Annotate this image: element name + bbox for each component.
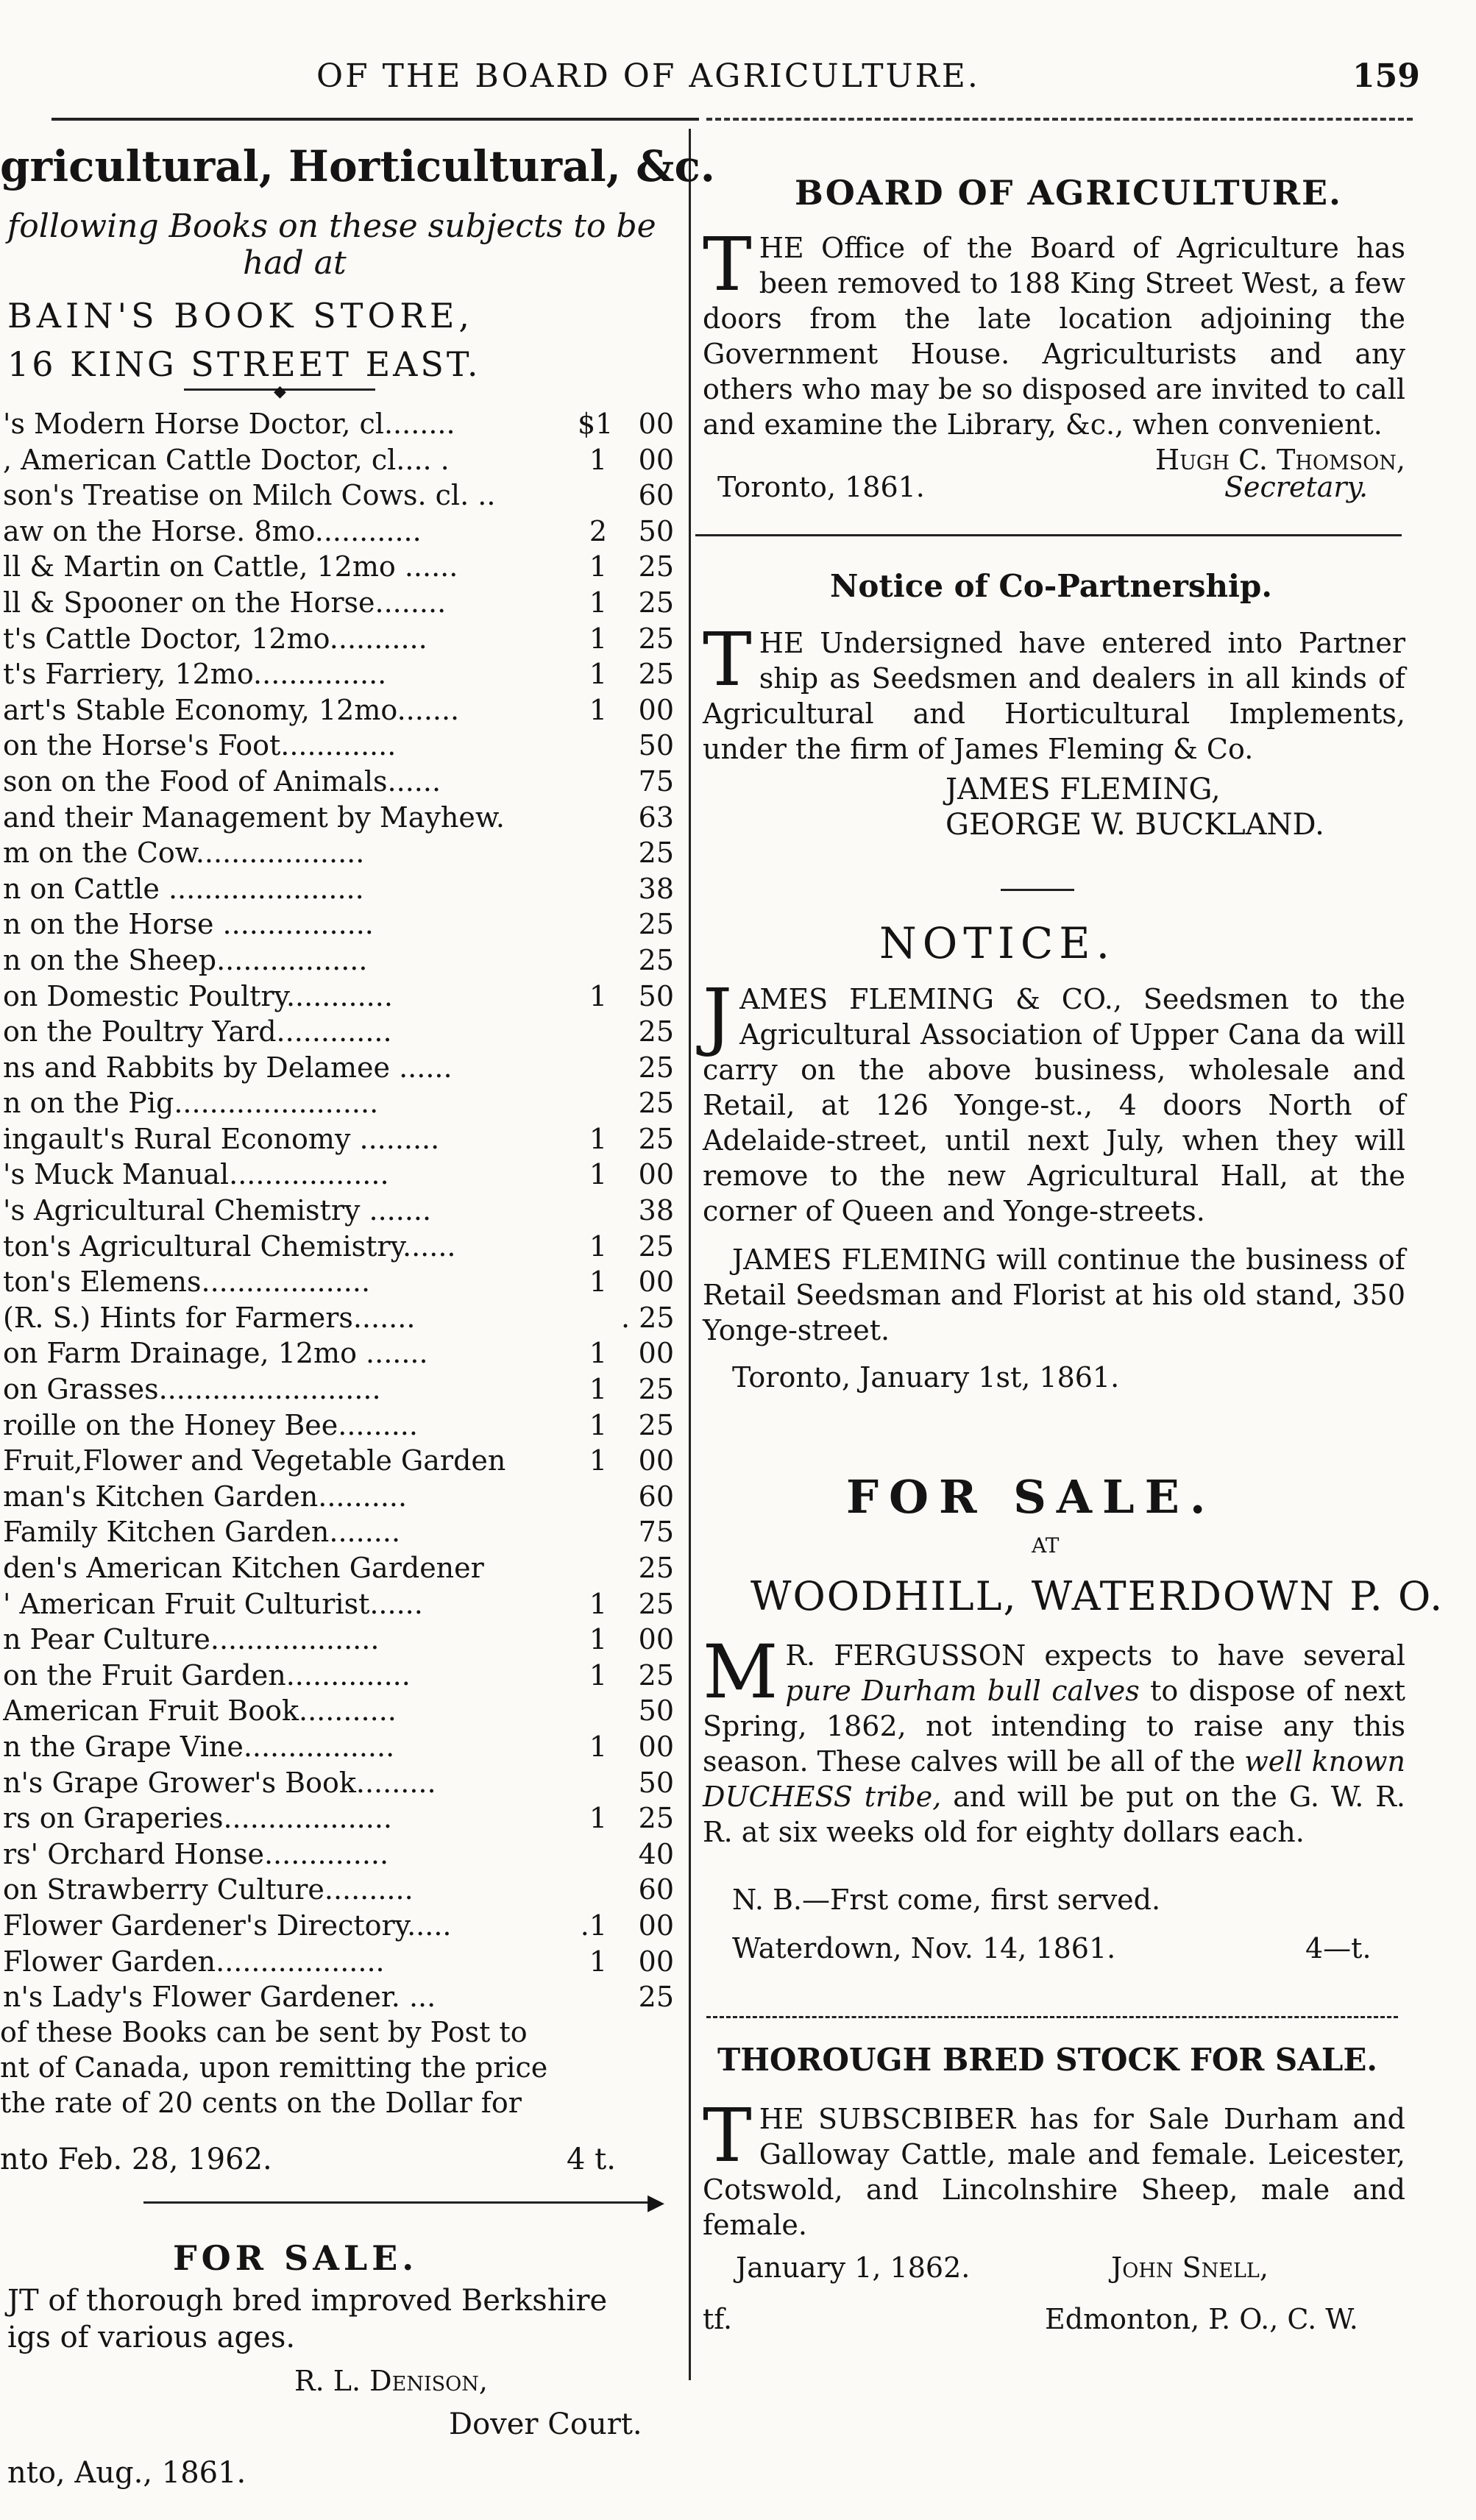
book-row [0,1586,684,1622]
book-price-dollars: 1 [589,658,607,691]
book-row [0,1479,684,1515]
berkshire-sale-signature: R. L. Denison, [294,2365,488,2397]
book-row [0,442,684,478]
book-title: ll & Spooner on the Horse........ [3,586,447,619]
book-row [0,1443,684,1479]
book-price-cents: 60 [638,1480,674,1513]
book-title: m on the Cow................... [3,837,365,870]
book-price-dollars: 1 [589,1587,607,1620]
partner-name-1: JAMES FLEMING, [945,773,1221,806]
book-price-dollars: 1 [589,1802,607,1835]
book-price-cents: 25 [638,586,674,619]
book-row [0,1622,684,1658]
book-price-cents: 00 [638,1266,674,1299]
thoroughbred-tf: tf. [703,2303,733,2335]
board-role: Secretary. [1224,471,1369,503]
book-row [0,800,684,836]
book-price-cents: 25 [638,1552,674,1584]
divider-arrowhead: ▶ [647,2190,665,2215]
running-head [0,57,1476,109]
book-title: ingault's Rural Economy ......... [3,1122,440,1155]
book-title: n on the Pig....................... [3,1087,379,1120]
board-dropcap: T [703,221,752,308]
notice-date: Toronto, January 1st, 1861. [732,1361,1120,1394]
woodhill-dropcap: M [703,1629,778,1715]
woodhill-sale-term: 4—t. [1305,1932,1372,1964]
book-title: n on Cattle ...................... [3,872,364,905]
book-title: art's Stable Economy, 12mo....... [3,693,460,726]
book-price-cents: 25 [638,908,674,941]
book-price-dollars: 1 [589,1337,607,1370]
book-row [0,1514,684,1550]
book-price-cents: 25 [638,1373,674,1406]
notice-dropcap: J [703,973,733,1059]
book-price-dollars: 1 [589,1945,607,1978]
book-row [0,1335,684,1371]
book-price-cents: . 25 [621,1301,675,1334]
book-price-dollars: 1 [589,1658,607,1692]
book-ad-term: 4 t. [567,2143,616,2176]
book-price-cents: 40 [638,1837,674,1870]
book-row [0,1157,684,1193]
copartnership-rule [1001,889,1074,891]
board-notice-text [703,221,1405,478]
book-price-dollars: 1 [589,979,607,1012]
book-price-cents: 25 [638,1087,674,1120]
thoroughbred-date: January 1, 1862. [736,2251,971,2284]
book-price-cents: 25 [638,1981,674,2014]
woodhill-sale-date: Waterdown, Nov. 14, 1861. [732,1932,1116,1964]
book-row [0,585,684,621]
book-title: son's Treatise on Milch Cows. cl. .. [3,479,496,512]
book-title: (R. S.) Hints for Farmers....... [3,1301,416,1334]
woodhill-body-italic: pure Durham bull calves [785,1675,1140,1707]
book-title: on Farm Drainage, 12mo ....... [3,1337,428,1370]
thoroughbred-place: Edmonton, P. O., C. W. [1045,2303,1358,2335]
board-signature: Hugh C. Thomson, [1155,444,1405,476]
book-row [0,656,684,692]
thoroughbred-signature: John Snell, [1111,2251,1269,2284]
book-row [0,1014,684,1050]
book-row [0,1693,684,1729]
book-title: on the Poultry Yard............. [3,1015,392,1048]
book-price-dollars: 1 [589,693,607,726]
book-ad-subtitle-1: following Books on these subjects to be [7,207,656,245]
book-ad-date: nto Feb. 28, 1962. [0,2143,272,2176]
book-title: on Domestic Poultry............ [3,979,393,1012]
book-title: den's American Kitchen Gardener [3,1552,484,1584]
book-title: on the Horse's Foot............. [3,729,397,762]
book-price-cents: 25 [638,1408,674,1441]
book-row [0,1836,684,1873]
book-price-dollars: 1 [589,1623,607,1656]
book-row [0,764,684,800]
book-row [0,1371,684,1408]
book-title: t's Farriery, 12mo............... [3,658,387,691]
book-price-cents: 25 [638,1587,674,1620]
book-price-list [0,406,684,2015]
book-row [0,943,684,979]
copartnership-body: HE Undersigned have entered into Partner ship as Seedsmen and dealers in all kinds of Agricultural and Horticultural Implements, under the firm of James Fleming & Co. [703,627,1405,765]
book-price-dollars: 1 [589,1373,607,1406]
book-row [0,549,684,585]
copartnership-dropcap: T [703,617,752,703]
book-row [0,835,684,871]
book-price-cents: 63 [638,801,674,834]
woodhill-sale-nb: N. B.—Frst come, first served. [732,1884,1161,1916]
book-price-cents: 75 [638,1516,674,1549]
page-number: 159 [1352,57,1420,95]
book-store-address: 16 KING STREET EAST. [7,344,481,384]
book-row [0,514,684,550]
book-row [0,979,684,1015]
thoroughbred-body: HE SUBSCBIBER has for Sale Durham and Galloway Cattle, male and female. Leicester, Cotswold, and Lincolnshire Sheep, male and female. [703,2103,1405,2241]
notice-text-2: JAMES FLEMING will continue the business of Retail Seedsman and Florist at his old stand, 350 Yonge-street. [703,1243,1405,1346]
book-price-cents: 00 [638,1730,674,1763]
book-title: Flower Gardener's Directory..... [3,1909,452,1942]
header-rule-left [52,118,699,121]
book-row [0,692,684,728]
woodhill-sale-rule [706,2016,1398,2018]
book-title: on Grasses......................... [3,1373,381,1406]
book-title: n's Grape Grower's Book......... [3,1766,436,1799]
berkshire-sale-place: Dover Court. [449,2407,642,2441]
book-price-cents: 50 [638,979,674,1012]
book-row [0,1193,684,1229]
partner-name-2: GEORGE W. BUCKLAND. [945,808,1324,842]
book-price-dollars: 1 [589,1730,607,1763]
book-row [0,728,684,764]
berkshire-sale-title: FOR SALE. [173,2238,419,2278]
book-price-dollars: 1 [589,1444,607,1477]
book-price-dollars: 1 [589,1408,607,1441]
book-row [0,1800,684,1836]
book-price-dollars: 1 [589,622,607,655]
book-price-cents: 25 [638,1802,674,1835]
book-title: ns and Rabbits by Delamee ...... [3,1051,453,1084]
book-row [0,1550,684,1586]
book-price-dollars: 1 [589,586,607,619]
book-price-cents: 00 [638,1444,674,1477]
book-price-cents: 00 [638,1909,674,1942]
book-row [0,1264,684,1300]
book-title: man's Kitchen Garden.......... [3,1480,408,1513]
book-row [0,621,684,657]
book-price-cents: 38 [638,1194,674,1227]
book-price-dollars: 2 [589,514,607,547]
book-ad-subtitle-2: had at [243,244,347,282]
book-title: Flower Garden................... [3,1945,385,1978]
woodhill-sale-at: AT [1032,1533,1060,1558]
book-store-name: BAIN'S BOOK STORE, [7,296,475,336]
thoroughbred-title: THOROUGH BRED STOCK FOR SALE. [717,2042,1378,2078]
book-price-dollars: 1 [589,1122,607,1155]
book-row [0,1765,684,1801]
book-title: ton's Agricultural Chemistry...... [3,1229,456,1263]
book-title: 's Agricultural Chemistry ....... [3,1194,432,1227]
book-ad-footer-line-1: of these Books can be sent by Post to [0,2016,528,2048]
book-price-cents: 50 [638,1766,674,1799]
book-title: , American Cattle Doctor, cl.... . [3,443,450,476]
column-divider [689,129,691,2380]
book-price-dollars: 1 [589,1229,607,1263]
board-notice-title: BOARD OF AGRICULTURE. [795,173,1343,213]
book-row [0,1229,684,1265]
ornament-dot: ◆ [274,383,286,401]
berkshire-sale-line-2: igs of various ages. [7,2321,296,2354]
book-row [0,871,684,907]
book-title: ll & Martin on Cattle, 12mo ...... [3,550,458,583]
book-price-cents: 00 [638,1337,674,1370]
running-head-title: OF THE BOARD OF AGRICULTURE. [316,57,980,95]
book-title: n the Grape Vine................. [3,1730,395,1763]
book-ad-title: gricultural, Horticultural, &c. [0,141,715,191]
board-body: HE Office of the Board of Agriculture has been removed to 188 King Street West, a few doors from the late location adjoining the Government House. Agriculturists and any others who may be so disposed are invited to call and examine the Library, &c., when convenient. [703,232,1405,441]
book-row [0,1085,684,1121]
book-row [0,478,684,514]
book-price-cents: 75 [638,764,674,798]
notice-text [703,973,1405,1229]
book-title: on the Fruit Garden.............. [3,1658,411,1692]
book-price-cents: 25 [638,550,674,583]
woodhill-body-italic-2: well known DUCHESS tribe, [703,1745,1405,1813]
book-price-dollars: 1 [589,443,607,476]
book-row [0,1944,684,1980]
divider-rule [143,2201,659,2204]
woodhill-sale-text [703,1629,1405,1850]
header-rule-right [706,118,1413,121]
book-price-cents: 60 [638,1873,674,1906]
book-price-cents: 00 [638,1945,674,1978]
book-price-dollars: 1 [589,550,607,583]
copartnership-text [703,617,1405,767]
book-price-dollars: 1 [589,1266,607,1299]
book-row [0,1300,684,1336]
book-price-cents: 50 [638,514,674,547]
woodhill-sale-title: FOR SALE. [846,1470,1216,1524]
book-price-cents: 50 [638,1694,674,1728]
book-row [0,1408,684,1444]
book-price-cents: 00 [638,693,674,726]
book-title: n Pear Culture................... [3,1623,380,1656]
book-title: roille on the Honey Bee......... [3,1408,418,1441]
book-row [0,906,684,943]
book-price-cents: 25 [638,658,674,691]
woodhill-body-c: and will be put on the G. W. R. R. at six weeks old for eighty dollars each. [703,1781,1405,1848]
book-price-dollars: .1 [580,1909,607,1942]
book-title: rs on Graperies................... [3,1802,392,1835]
book-title: n on the Horse ................. [3,908,374,941]
book-title: n's Lady's Flower Gardener. ... [3,1981,436,2014]
book-price-cents: 25 [638,1051,674,1084]
book-price-cents: 38 [638,872,674,905]
book-price-cents: 25 [638,837,674,870]
book-price-cents: 00 [638,1623,674,1656]
book-price-cents: 50 [638,729,674,762]
book-price-cents: 25 [638,1229,674,1263]
thoroughbred-dropcap: T [703,2093,752,2179]
book-title: on Strawberry Culture.......... [3,1873,414,1906]
board-place: Toronto, 1861. [717,471,925,503]
book-price-dollars: 1 [589,1158,607,1191]
book-title: aw on the Horse. 8mo............ [3,514,422,547]
book-row [0,1729,684,1765]
book-title: ' American Fruit Culturist...... [3,1587,423,1620]
book-price-cents: 00 [638,408,674,440]
woodhill-body-b: to dispose of next Spring, 1862, not intending to raise any this season. These calves will be all of the [703,1675,1405,1778]
book-title: t's Cattle Doctor, 12mo........... [3,622,427,655]
book-title: 's Modern Horse Doctor, cl........ [3,408,455,440]
book-row [0,1908,684,1944]
book-ad-footer-line-3: the rate of 20 cents on the Dollar for [0,2087,522,2119]
woodhill-sale-farm: WOODHILL, WATERDOWN P. O. [751,1573,1444,1619]
book-price-cents: 25 [638,1658,674,1692]
notice-body: AMES FLEMING & CO., Seedsmen to the Agricultural Association of Upper Cana da will carry on the above business, wholesale and Retail, at 126 Yonge-st., 4 doors North of Adelaide-street, until next July, when they will remove to the new Agricultural Hall, at the corner of Queen and Yonge-streets. [703,983,1405,1227]
book-ad-footer-line-2: nt of Canada, upon remitting the price [0,2051,548,2084]
book-price-cents: 00 [638,1158,674,1191]
book-row [0,406,684,442]
board-rule [695,534,1402,536]
book-row [0,1979,684,2015]
berkshire-sale-date: nto, Aug., 1861. [7,2456,246,2490]
book-row [0,1872,684,1908]
book-row [0,1658,684,1694]
book-row [0,1121,684,1157]
book-price-cents: 00 [638,443,674,476]
book-title: n on the Sheep................. [3,943,368,976]
berkshire-sale-line-1: JT of thorough bred improved Berkshire [7,2284,608,2318]
book-title: 's Muck Manual.................. [3,1158,389,1191]
woodhill-body-a: R. FERGUSSON expects to have several [785,1639,1405,1672]
copartnership-title: Notice of Co-Partnership. [830,568,1272,604]
book-price-dollars: $1 [578,408,614,440]
book-title: and their Management by Mayhew. [3,801,505,834]
book-price-cents: 25 [638,622,674,655]
book-title: Family Kitchen Garden........ [3,1516,401,1549]
book-price-cents: 25 [638,943,674,976]
book-price-cents: 60 [638,479,674,512]
book-title: son on the Food of Animals...... [3,764,441,798]
notice-title: NOTICE. [879,918,1116,968]
book-title: ton's Elemens................... [3,1266,371,1299]
thoroughbred-text [703,2093,1405,2243]
book-row [0,1050,684,1086]
book-title: Fruit,Flower and Vegetable Garden [3,1444,506,1477]
book-title: American Fruit Book........... [3,1694,397,1728]
book-title: rs' Orchard Honse.............. [3,1837,389,1870]
book-price-cents: 25 [638,1015,674,1048]
book-price-cents: 25 [638,1122,674,1155]
